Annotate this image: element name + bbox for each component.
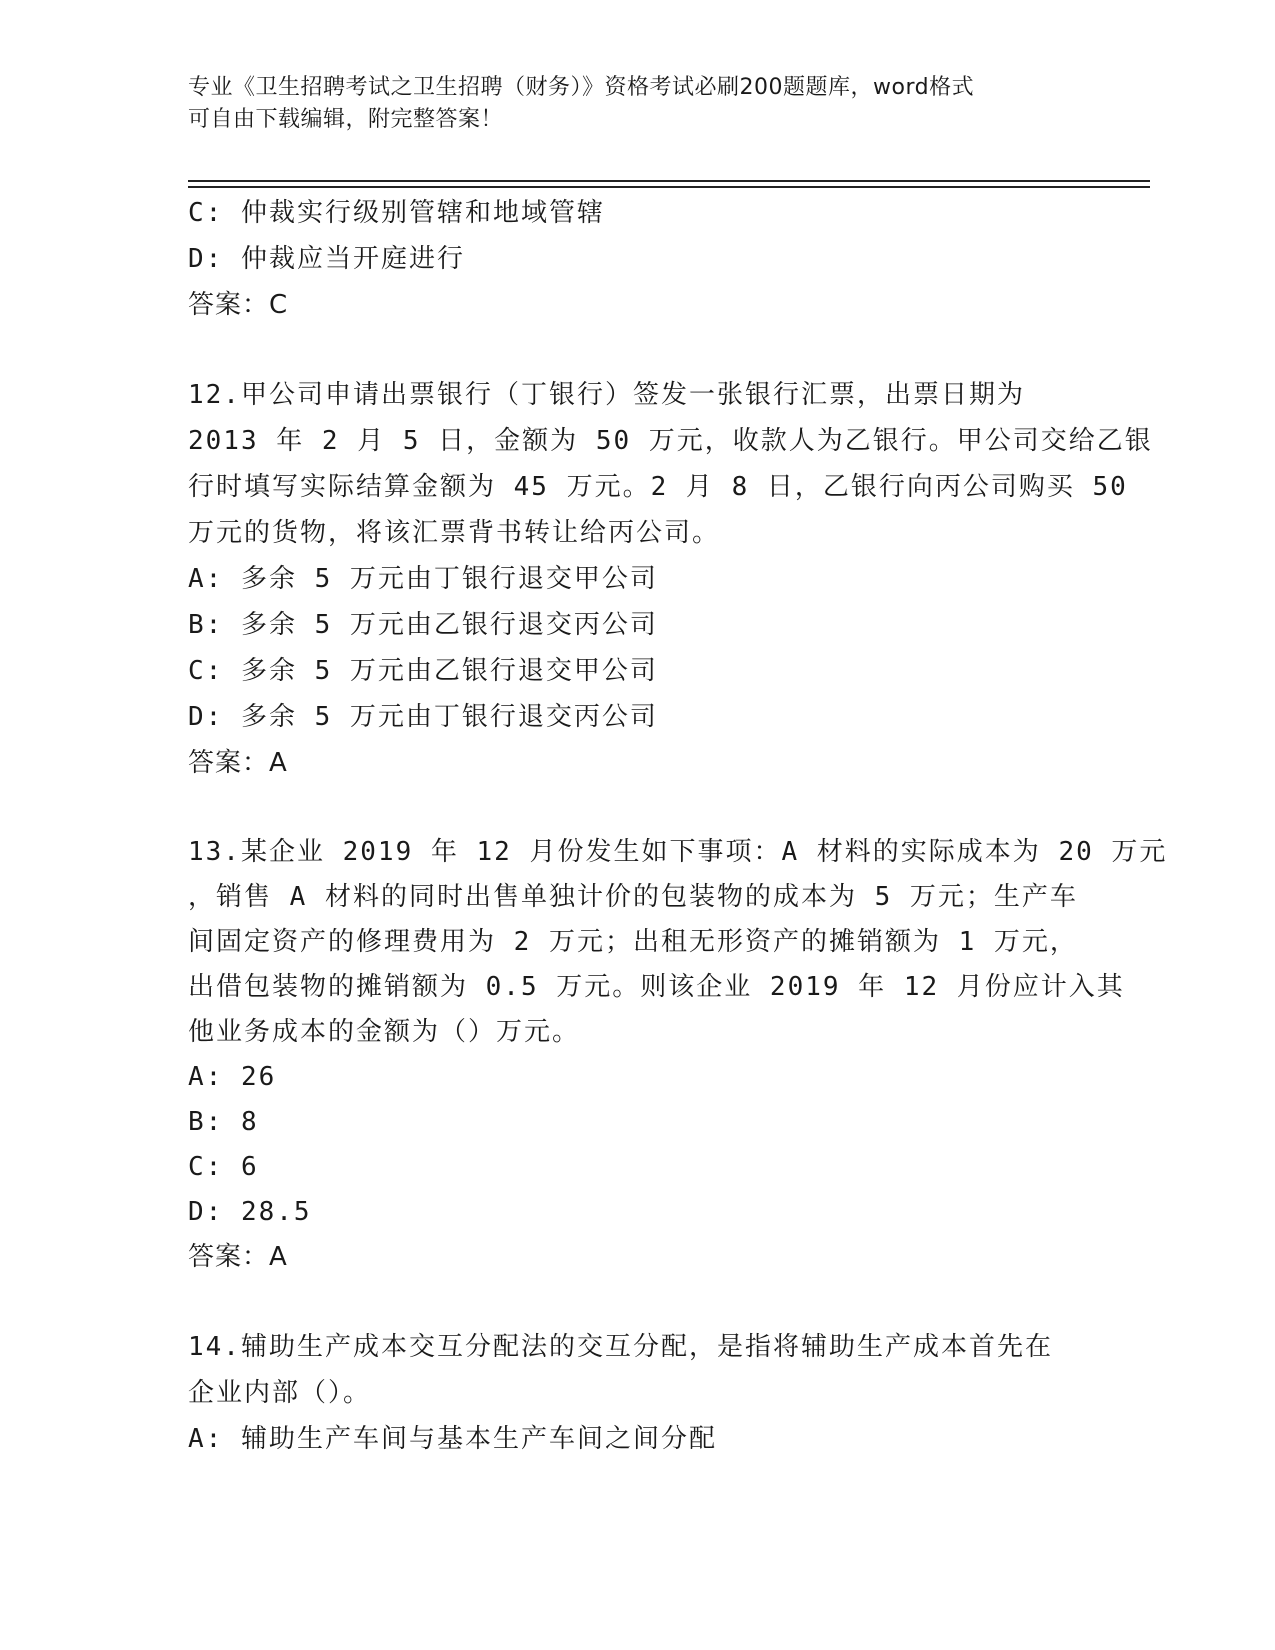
header-title-line-2: 可自由下载编辑，附完整答案！ <box>188 107 504 132</box>
option-d: D: 仲裁应当开庭进行 <box>188 244 465 274</box>
header-title-line-1: 专业《卫生招聘考试之卫生招聘（财务）》资格考试必刷200题题库，word格式 <box>188 75 975 100</box>
question-12 <box>188 372 1153 786</box>
header-divider-bottom <box>188 186 1150 188</box>
question-stem-line: ，销售 A 材料的同时出售单独计价的包装物的成本为 5 万元；生产车 <box>188 882 1078 912</box>
question-11-continued <box>188 190 1088 328</box>
answer-line: 答案：C <box>188 290 289 320</box>
question-stem-line: 企业内部（）。 <box>188 1378 372 1408</box>
option-c: C: 6 <box>188 1152 259 1182</box>
question-stem-line: 2013 年 2 月 5 日，金额为 50 万元，收款人为乙银行。甲公司交给乙银 <box>188 426 1153 456</box>
option-b: B: 多余 5 万元由乙银行退交丙公司 <box>188 610 658 640</box>
question-list <box>188 190 1168 1462</box>
option-a: A: 26 <box>188 1062 277 1092</box>
question-stem-line: 13.某企业 2019 年 12 月份发生如下事项：A 材料的实际成本为 20 万元 <box>188 837 1168 867</box>
question-14 <box>188 1324 1088 1462</box>
question-stem-line: 他业务成本的金额为（）万元。 <box>188 1017 581 1047</box>
option-b: B: 8 <box>188 1107 259 1137</box>
spacer <box>188 1280 1088 1324</box>
document-header <box>188 72 1068 136</box>
spacer <box>188 328 1088 372</box>
option-c: C: 仲裁实行级别管辖和地域管辖 <box>188 198 605 228</box>
answer-line: 答案：A <box>188 1242 288 1272</box>
option-d: D: 多余 5 万元由丁银行退交丙公司 <box>188 702 658 732</box>
header-divider-top <box>188 180 1150 182</box>
option-a: A: 多余 5 万元由丁银行退交甲公司 <box>188 564 658 594</box>
question-stem-line: 万元的货物，将该汇票背书转让给丙公司。 <box>188 518 721 548</box>
question-stem-line: 行时填写实际结算金额为 45 万元。2 月 8 日，乙银行向丙公司购买 50 <box>188 472 1128 502</box>
question-stem-line: 出借包装物的摊销额为 0.5 万元。则该企业 2019 年 12 月份应计入其 <box>188 972 1125 1002</box>
option-c: C: 多余 5 万元由乙银行退交甲公司 <box>188 656 658 686</box>
spacer <box>188 786 1088 830</box>
option-d: D: 28.5 <box>188 1197 312 1227</box>
option-a: A: 辅助生产车间与基本生产车间之间分配 <box>188 1424 717 1454</box>
question-stem-line: 间固定资产的修理费用为 2 万元；出租无形资产的摊销额为 1 万元， <box>188 927 1078 957</box>
question-13 <box>188 830 1168 1280</box>
question-stem-line: 12.甲公司申请出票银行（丁银行）签发一张银行汇票，出票日期为 <box>188 380 1025 410</box>
answer-line: 答案：A <box>188 748 288 778</box>
question-stem-line: 14.辅助生产成本交互分配法的交互分配，是指将辅助生产成本首先在 <box>188 1332 1053 1362</box>
